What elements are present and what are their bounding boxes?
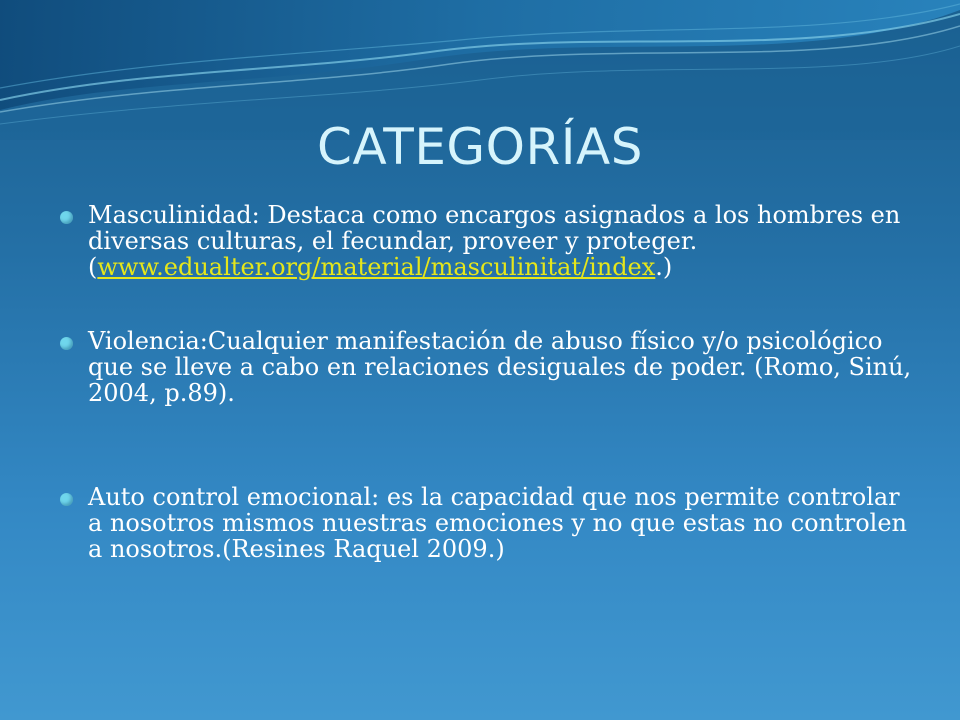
bullet-violencia (60, 328, 920, 406)
bullet-text-masculinidad-end: .) (655, 253, 673, 281)
bullet-text-masculinidad: Masculinidad: Destaca como encargos asignados a los hombres en diversas culturas, el fecundar, proveer y proteger.( (88, 201, 901, 281)
bullet-text-violencia: Violencia:Cualquier manifestación de abuso físico y/o psicológico que se lleve a cabo en relaciones desiguales de poder. (Romo, Sinú, 2004, p.89). (88, 327, 912, 407)
bullet-list (60, 202, 920, 562)
bullet-masculinidad (60, 202, 920, 280)
bullet-text-autocontrol: Auto control emocional: es la capacidad que nos permite controlar a nosotros mismos nuestras emociones y no que estas no controlen a nosotros.(Resines Raquel 2009.) (88, 483, 907, 563)
bullet-autocontrol (60, 484, 920, 562)
reference-link-edualter[interactable]: www.edualter.org/material/masculinitat/index (97, 253, 656, 281)
slide-title: CATEGORÍAS (317, 118, 643, 176)
